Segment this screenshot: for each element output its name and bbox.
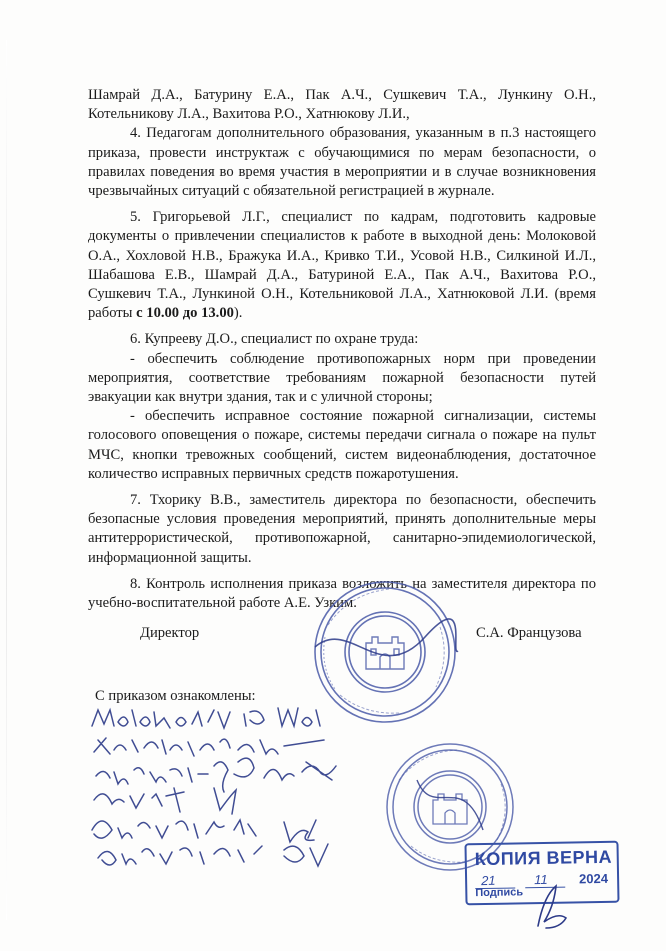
paragraph-5-end: ).	[233, 305, 243, 322]
paragraph-5	[88, 208, 596, 323]
handwritten-signatures	[88, 700, 368, 875]
order-text	[88, 86, 596, 613]
working-hours: с 10.00 до 13.00	[136, 305, 234, 322]
stamp-title: КОПИЯ ВЕРНА	[474, 846, 613, 870]
acknowledgment-label: С приказом ознакомлены:	[95, 688, 256, 704]
paragraph-7: 7. Тхорику В.В., заместитель директора по безопасности, обеспечить безопасные условия проведения мероприятий, принять дополнительные меры антитеррористической, противопожарной, санитарно-эпидемиологической, информационной защиты.	[88, 492, 596, 566]
stamp-sign-label: Подпись	[475, 886, 524, 900]
director-name: С.А. Французова	[476, 625, 582, 641]
stamp-day: 21	[480, 872, 496, 889]
director-label: Директор	[140, 625, 200, 641]
paragraph-8: 8. Контроль исполнения приказа возложить на заместителя директора по учебно-воспитательной работе А.Е. Узким.	[88, 575, 596, 612]
scan-edge	[6, 40, 7, 920]
paragraph-4: 4. Педагогам дополнительного образования, указанным в п.3 настоящего приказа, провести инструктаж с обучающимися по мерам безопасности, о правилах поведения во время участия в мероприятии и в случае возникновения чрезвычайных ситуаций с обязательной регистрацией в журнале.	[88, 125, 596, 200]
paragraph-6: 6. Купрееву Д.О., специалист по охране труда:	[130, 331, 419, 348]
paragraph-names-continued: Шамрай Д.А., Батурину Е.А., Пак А.Ч., Сушкевич Т.А., Лункину О.Н., Котельникову Л.А., Вахитова Р.О., Хатнюкову Л.И.,	[88, 87, 596, 123]
stamp-signature	[528, 876, 578, 936]
stamp-month: 11	[533, 871, 548, 888]
stamp-year: 2024	[578, 870, 609, 887]
paragraph-5-text: 5. Григорьевой Л.Г., специалист по кадрам, подготовить кадровые документы о привлечении специалистов к работе в выходной день: Молоковой О.А., Хохловой Н.В., Бражука И.А., Кривко Т.И., Усовой Н.В., Силкиной И.Л., Шабашова Е.В., Шамрай Д.А., Батуриной Е.А., Пак А.Ч., Вахитова Р.О., Сушкевич Т.А., Лункиной О.Н., Котельниковой Л.А., Хатнюковой Л.И. (время работы	[88, 209, 596, 322]
paragraph-6-bullet-1: - обеспечить соблюдение противопожарных норм при проведении мероприятия, соответствие требованиям пожарной безопасности путей эвакуации как внутри здания, так и с уличной стороны;	[88, 350, 596, 406]
paragraph-6-bullet-2: - обеспечить исправное состояние пожарной сигнализации, системы голосового оповещения о пожаре, системы передачи сигнала о пожаре на пульт МЧС, кнопки тревожных сообщений, систем видеонаблюдения, достаточное количество исправных первичных средств пожаротушения.	[88, 408, 596, 482]
